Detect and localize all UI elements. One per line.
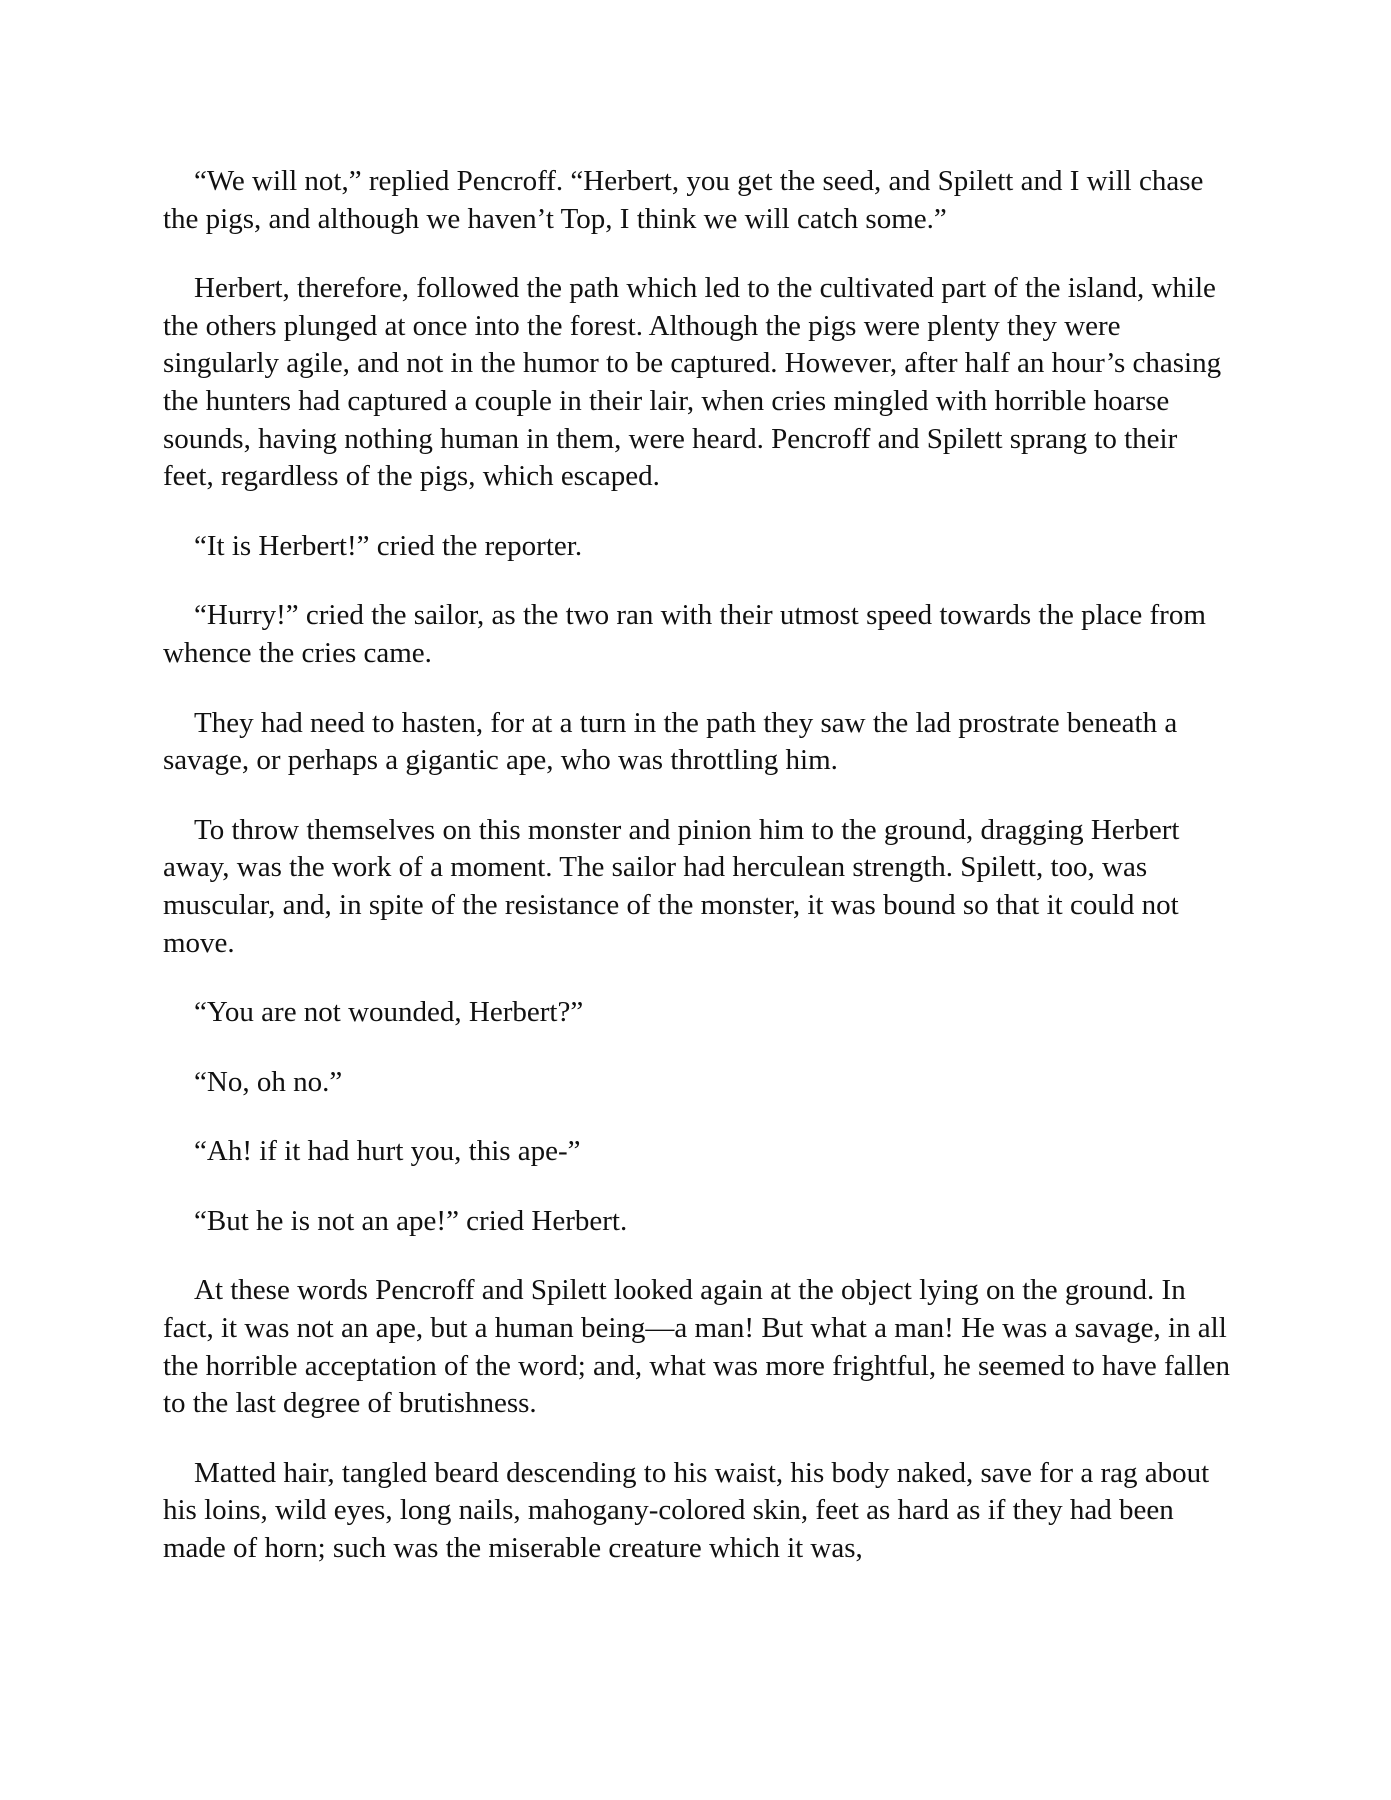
paragraph: At these words Pencroff and Spilett looked again at the object lying on the ground. In fact, it was not an ape, but a human being—a man! But what a man! He was a savage, in all the horrible acceptation of the word; and, what was more frightful, he seemed to have fallen to the last degree of brutishness. xyxy=(163,1274,1230,1420)
paragraph: “No, oh no.” xyxy=(194,1065,343,1098)
paragraph: Matted hair, tangled beard descending to his waist, his body naked, save for a rag about his loins, wild eyes, long nails, mahogany-colored skin, feet as hard as if they had been made of horn; such was the miserable creature which it was, xyxy=(163,1456,1210,1565)
paragraph: They had need to hasten, for at a turn in the path they saw the lad prostrate beneath a savage, or perhaps a gigantic ape, who was throttling him. xyxy=(163,706,1178,777)
paragraph: “Ah! if it had hurt you, this ape-” xyxy=(194,1135,581,1168)
paragraph: “You are not wounded, Herbert?” xyxy=(194,996,584,1029)
paragraph: Herbert, therefore, followed the path which led to the cultivated part of the island, while the others plunged at once into the forest. Although the pigs were plenty they were singularly agile, and not in the humor to be captured. However, after half an hour’s chasing the hunters had captured a couple in their lair, when cries mingled with horrible hoarse sounds, having nothing human in them, were heard. Pencroff and Spilett sprang to their feet, regardless of the pigs, which escaped. xyxy=(163,272,1222,493)
paragraph: “It is Herbert!” cried the reporter. xyxy=(194,529,583,562)
body-text xyxy=(163,163,1233,1568)
paragraph: “We will not,” replied Pencroff. “Herbert, you get the seed, and Spilett and I will chase the pigs, and although we haven’t Top, I think we will catch some.” xyxy=(163,165,1204,235)
paragraph: To throw themselves on this monster and pinion him to the ground, dragging Herbert away, was the work of a moment. The sailor had herculean strength. Spilett, too, was muscular, and, in spite of the resistance of the monster, it was bound so that it could not move. xyxy=(163,813,1180,959)
paragraph: “Hurry!” cried the sailor, as the two ran with their utmost speed towards the place from whence the cries came. xyxy=(163,599,1206,669)
paragraph: “But he is not an ape!” cried Herbert. xyxy=(194,1204,628,1237)
